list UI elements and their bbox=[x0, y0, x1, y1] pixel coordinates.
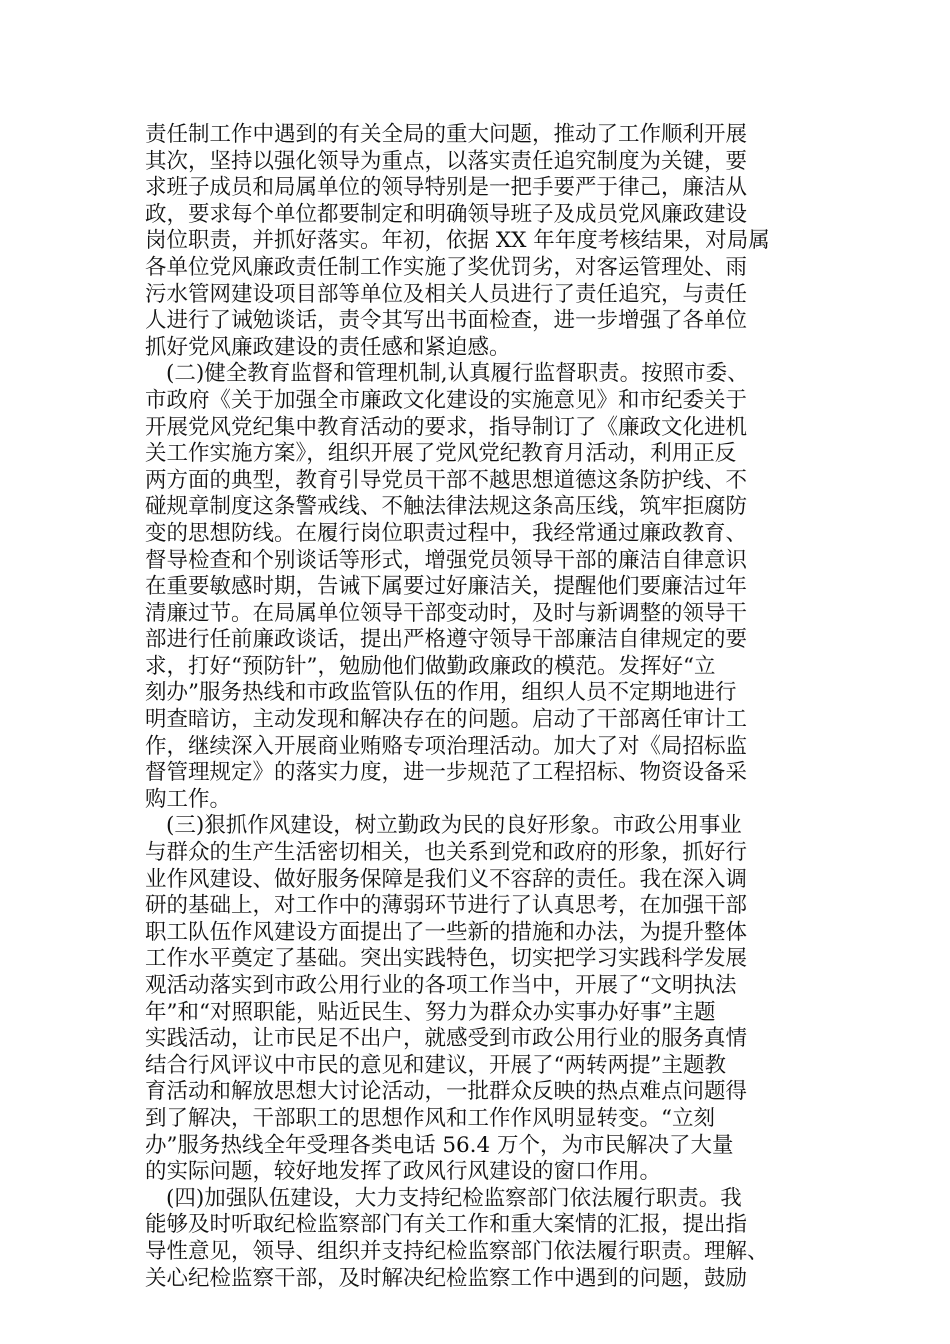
text-line: 的实际问题，较好地发挥了政风行风建设的窗口作用。 bbox=[145, 1159, 662, 1185]
text-line: 能够及时听取纪检监察部门有关工作和重大案情的汇报，提出指 bbox=[145, 1212, 748, 1238]
text-line: 督导检查和个别谈话等形式，增强党员领导干部的廉洁自律意识 bbox=[145, 547, 748, 573]
text-line: 业作风建设、做好服务保障是我们义不容辞的责任。我在深入调 bbox=[145, 866, 748, 892]
text-line: 人进行了诫勉谈话，责令其写出书面检查，进一步增强了各单位 bbox=[145, 308, 748, 334]
text-line: 观活动落实到市政公用行业的各项工作当中，开展了“文明执法 bbox=[145, 973, 737, 998]
text-line: 督管理规定》的落实力度，进一步规范了工程招标、物资设备采 bbox=[145, 760, 748, 786]
text-line: 办”服务热线全年受理各类电话 56.4 万个，为市民解决了大量 bbox=[145, 1132, 734, 1158]
text-line: 变的思想防线。在履行岗位职责过程中，我经常通过廉政教育、 bbox=[145, 520, 748, 546]
text-line: 研的基础上，对工作中的薄弱环节进行了认真思考，在加强干部 bbox=[145, 893, 748, 919]
text-line: 两方面的典型，教育引导党员干部不越思想道德这条防护线、不 bbox=[145, 467, 748, 493]
text-line: 年”和“对照职能，贴近民生、努力为群众办实事办好事”主题 bbox=[145, 999, 716, 1025]
text-line: 结合行风评议中市民的意见和建议，开展了“两转两提”主题教 bbox=[145, 1052, 726, 1078]
text-line: 市政府《关于加强全市廉政文化建设的实施意见》和市纪委关于 bbox=[145, 387, 748, 413]
text-line: 刻办”服务热线和市政监管队伍的作用，组织人员不定期地进行 bbox=[145, 680, 737, 706]
text-line: 关工作实施方案》，组织开展了党风党纪教育月活动，利用正反 bbox=[145, 441, 737, 467]
text-line: 导性意见，领导、组织并支持纪检监察部门依法履行职责。理解、 bbox=[145, 1238, 769, 1264]
paragraph-start-line: (二)健全教育监督和管理机制,认真履行监督职责。按照市委、 bbox=[166, 361, 749, 387]
text-line: 实践活动，让市民足不出户，就感受到市政公用行业的服务真情 bbox=[145, 1026, 748, 1052]
text-line: 部进行任前廉政谈话，提出严格遵守领导干部廉洁自律规定的要 bbox=[145, 627, 748, 653]
text-line: 各单位党风廉政责任制工作实施了奖优罚劣，对客运管理处、雨 bbox=[145, 254, 748, 280]
text-line: 购工作。 bbox=[145, 786, 232, 812]
text-line: 工作水平奠定了基础。突出实践特色，切实把学习实践科学发展 bbox=[145, 946, 748, 972]
text-line: 开展党风党纪集中教育活动的要求，指导制订了《廉政文化进机 bbox=[145, 414, 748, 440]
paragraph-start-line: (三)狠抓作风建设，树立勤政为民的良好形象。市政公用事业 bbox=[166, 813, 742, 839]
text-line: 明查暗访，主动发现和解决存在的问题。启动了干部离任审计工 bbox=[145, 707, 748, 733]
text-line: 政，要求每个单位都要制定和明确领导班子及成员党风廉政建设 bbox=[145, 201, 748, 227]
text-line: 作，继续深入开展商业贿赂专项治理活动。加大了对《局招标监 bbox=[145, 733, 748, 759]
text-line: 在重要敏感时期，告诫下属要过好廉洁关，提醒他们要廉洁过年 bbox=[145, 574, 748, 600]
text-line: 责任制工作中遇到的有关全局的重大问题，推动了工作顺利开展 bbox=[145, 122, 748, 147]
text-line: 关心纪检监察干部，及时解决纪检监察工作中遇到的问题，鼓励 bbox=[145, 1265, 748, 1291]
text-line: 抓好党风廉政建设的责任感和紧迫感。 bbox=[145, 334, 511, 360]
text-line: 到了解决，干部职工的思想作风和工作作风明显转变。“立刻 bbox=[145, 1105, 715, 1131]
text-line: 求，打好“预防针”，勉励他们做勤政廉政的模范。发挥好“立 bbox=[145, 653, 716, 679]
text-line: 育活动和解放思想大讨论活动，一批群众反映的热点难点问题得 bbox=[145, 1079, 748, 1105]
text-line: 其次，坚持以强化领导为重点，以落实责任追究制度为关键，要 bbox=[145, 148, 748, 174]
paragraph-start-line: (四)加强队伍建设，大力支持纪检监察部门依法履行职责。我 bbox=[166, 1185, 742, 1211]
text-line: 污水管网建设项目部等单位及相关人员进行了责任追究，与责任 bbox=[145, 281, 748, 307]
text-line: 与群众的生产生活密切相关，也关系到党和政府的形象，抓好行 bbox=[145, 840, 748, 866]
text-line: 清廉过节。在局属单位领导干部变动时，及时与新调整的领导干 bbox=[145, 600, 748, 626]
text-line: 职工队伍作风建设方面提出了一些新的措施和办法，为提升整体 bbox=[145, 919, 748, 945]
text-line: 岗位职责，并抓好落实。年初，依据 XX 年年度考核结果，对局属 bbox=[145, 228, 770, 254]
text-line: 求班子成员和局属单位的领导特别是一把手要严于律己，廉洁从 bbox=[145, 175, 748, 201]
document-body bbox=[145, 122, 810, 1292]
text-line: 碰规章制度这条警戒线、不触法律法规这条高压线，筑牢拒腐防 bbox=[145, 494, 748, 520]
